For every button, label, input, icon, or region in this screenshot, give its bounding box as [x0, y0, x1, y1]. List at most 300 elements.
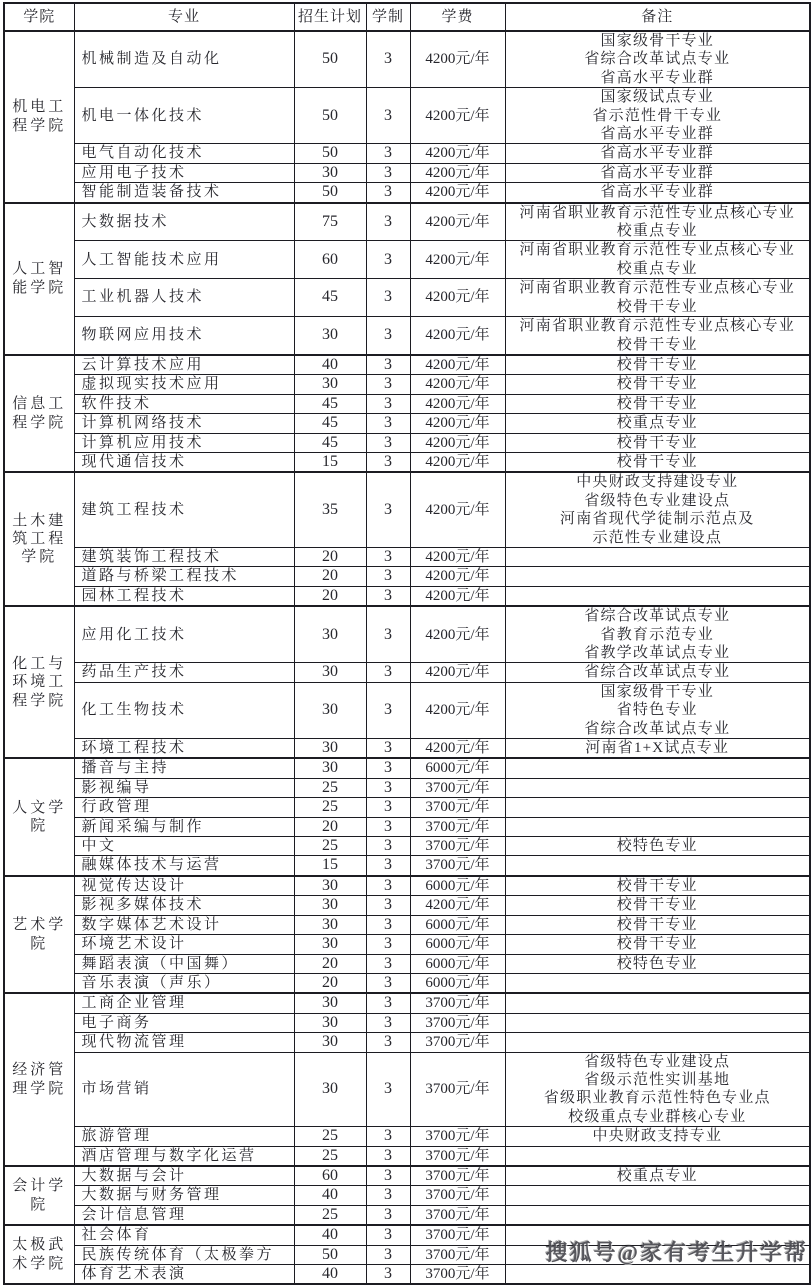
duration-cell: 3: [366, 973, 410, 993]
table-row: [4, 935, 810, 954]
note-cell: [505, 452, 810, 472]
duration-cell: 3: [366, 203, 410, 241]
plan-cell: 30: [294, 993, 366, 1013]
major-cell: 旅游管理: [74, 1127, 294, 1146]
table-row: [4, 1033, 810, 1052]
plan-cell: 20: [294, 954, 366, 973]
table-row: [4, 452, 810, 472]
major-cell: 药品生产技术: [74, 663, 294, 682]
duration-cell: 3: [366, 586, 410, 606]
plan-cell: 45: [294, 433, 366, 452]
fee-cell: 4200元/年: [410, 31, 505, 88]
fee-cell: 3700元/年: [410, 1033, 505, 1052]
college-cell: 经济管理学院: [4, 993, 74, 1166]
note-line: 河南省职业教育示范性专业点核心专业: [519, 242, 795, 259]
fee-cell: 3700元/年: [410, 1166, 505, 1186]
plan-cell: 40: [294, 1225, 366, 1245]
duration-cell: 3: [366, 1033, 410, 1052]
note-cell: [505, 163, 810, 182]
fee-cell: 3700元/年: [410, 1205, 505, 1225]
fee-cell: 6000元/年: [410, 954, 505, 973]
note-line: 校重点专业: [616, 223, 698, 240]
table-row: [4, 394, 810, 413]
duration-cell: 3: [366, 1052, 410, 1127]
table-row: [4, 414, 810, 433]
col-header-tuition: 学费: [410, 3, 505, 31]
table-row: [4, 1225, 810, 1245]
table-row: [4, 606, 810, 663]
duration-cell: 3: [366, 1166, 410, 1186]
major-cell: 建筑装饰工程技术: [74, 547, 294, 566]
major-cell: 软件技术: [74, 394, 294, 413]
table-row: [4, 1186, 810, 1205]
major-cell: 电子商务: [74, 1013, 294, 1032]
note-cell: [505, 1146, 810, 1166]
note-line: 校骨干专业: [616, 336, 698, 353]
note-cell: [505, 1166, 810, 1186]
table-row: [4, 1166, 810, 1186]
fee-cell: 4200元/年: [410, 183, 505, 203]
duration-cell: 3: [366, 993, 410, 1013]
college-group: [4, 876, 810, 993]
plan-cell: 25: [294, 1146, 366, 1166]
table-row: [4, 798, 810, 817]
fee-cell: 4200元/年: [410, 663, 505, 682]
fee-cell: 3700元/年: [410, 1013, 505, 1032]
major-cell: 道路与桥梁工程技术: [74, 567, 294, 586]
major-cell: 物联网应用技术: [74, 317, 294, 355]
fee-cell: 6000元/年: [410, 915, 505, 934]
table-row: [4, 355, 810, 375]
duration-cell: 3: [366, 856, 410, 876]
fee-cell: 3700元/年: [410, 1127, 505, 1146]
note-line: 校重点专业: [616, 415, 698, 432]
fee-cell: 4200元/年: [410, 414, 505, 433]
plan-cell: 30: [294, 758, 366, 778]
note-cell: [505, 663, 810, 682]
note-line: 校骨干专业: [616, 916, 698, 933]
duration-cell: 3: [366, 1013, 410, 1032]
fee-cell: 6000元/年: [410, 758, 505, 778]
note-cell: [505, 414, 810, 433]
table-row: [4, 778, 810, 797]
fee-cell: 4200元/年: [410, 241, 505, 279]
duration-cell: 3: [366, 547, 410, 566]
note-cell: [505, 739, 810, 759]
duration-cell: 3: [366, 472, 410, 547]
note-cell: [505, 758, 810, 778]
plan-cell: 50: [294, 183, 366, 203]
header-row: [4, 3, 810, 31]
plan-cell: 20: [294, 586, 366, 606]
plan-cell: 60: [294, 1166, 366, 1186]
fee-cell: 4200元/年: [410, 163, 505, 182]
plan-cell: 20: [294, 817, 366, 836]
duration-cell: 3: [366, 567, 410, 586]
note-cell: [505, 317, 810, 355]
duration-cell: 3: [366, 798, 410, 817]
college-cell: 艺术学院: [4, 876, 74, 993]
major-cell: 会计信息管理: [74, 1205, 294, 1225]
major-cell: 电气自动化技术: [74, 144, 294, 163]
note-cell: [505, 682, 810, 738]
table-row: [4, 758, 810, 778]
fee-cell: 4200元/年: [410, 452, 505, 472]
duration-cell: 3: [366, 183, 410, 203]
major-cell: 环境工程技术: [74, 739, 294, 759]
note-line: 校骨干专业: [616, 376, 698, 393]
plan-cell: 20: [294, 547, 366, 566]
note-line: 省教学改革试点专业: [584, 645, 731, 661]
table-row: [4, 1052, 810, 1127]
note-line: 河南省职业教育示范性专业点核心专业: [519, 318, 795, 335]
college-group: [4, 355, 810, 472]
note-line: 省高水平专业群: [600, 126, 714, 143]
college-group: [4, 1225, 810, 1284]
table-row: [4, 1205, 810, 1225]
college-cell: 会计学院: [4, 1166, 74, 1225]
note-cell: [505, 1265, 810, 1285]
note-line: 国家级试点专业: [600, 89, 714, 106]
plan-cell: 30: [294, 896, 366, 915]
note-cell: [505, 279, 810, 317]
note-line: 河南省1+X试点专业: [585, 740, 730, 757]
note-cell: [505, 837, 810, 856]
major-cell: 工商企业管理: [74, 993, 294, 1013]
fee-cell: 4200元/年: [410, 567, 505, 586]
note-cell: [505, 856, 810, 876]
plan-cell: 30: [294, 1052, 366, 1127]
duration-cell: 3: [366, 915, 410, 934]
note-cell: [505, 915, 810, 934]
major-cell: 视觉传达设计: [74, 876, 294, 896]
college-group: [4, 1166, 810, 1225]
plan-cell: 30: [294, 739, 366, 759]
note-line: 省高水平专业群: [600, 164, 714, 181]
plan-cell: 50: [294, 1245, 366, 1264]
duration-cell: 3: [366, 355, 410, 375]
major-cell: 中文: [74, 837, 294, 856]
note-line: 校骨干专业: [616, 395, 698, 412]
fee-cell: 4200元/年: [410, 606, 505, 663]
major-cell: 计算机网络技术: [74, 414, 294, 433]
fee-cell: 4200元/年: [410, 394, 505, 413]
duration-cell: 3: [366, 394, 410, 413]
watermark: 搜狐号@家有考生升学帮: [545, 1240, 808, 1265]
admission-table: [3, 2, 811, 1285]
major-cell: 园林工程技术: [74, 586, 294, 606]
note-cell: [505, 1033, 810, 1052]
college-group: [4, 203, 810, 355]
note-cell: [505, 1205, 810, 1225]
major-cell: 融媒体技术与运营: [74, 856, 294, 876]
page: [0, 2, 812, 1282]
note-line: 省级特色专业建设点: [584, 1053, 731, 1070]
fee-cell: 4200元/年: [410, 586, 505, 606]
duration-cell: 3: [366, 1186, 410, 1205]
fee-cell: 4200元/年: [410, 279, 505, 317]
table-row: [4, 375, 810, 394]
college-group: [4, 606, 810, 758]
note-line: 校级重点专业群核心专业: [568, 1108, 747, 1125]
fee-cell: 3700元/年: [410, 856, 505, 876]
fee-cell: 4200元/年: [410, 896, 505, 915]
major-cell: 播音与主持: [74, 758, 294, 778]
table-row: [4, 1265, 810, 1285]
major-cell: 大数据技术: [74, 203, 294, 241]
major-cell: 影视多媒体技术: [74, 896, 294, 915]
fee-cell: 3700元/年: [410, 1245, 505, 1264]
note-cell: [505, 394, 810, 413]
major-cell: 化工生物技术: [74, 682, 294, 738]
plan-cell: 30: [294, 375, 366, 394]
college-cell: 机电工程学院: [4, 31, 74, 203]
duration-cell: 3: [366, 1265, 410, 1285]
note-line: 河南省职业教育示范性专业点核心专业: [519, 280, 795, 297]
major-cell: 机械制造及自动化: [74, 31, 294, 88]
duration-cell: 3: [366, 279, 410, 317]
major-cell: 舞蹈表演（中国舞）: [74, 954, 294, 973]
plan-cell: 20: [294, 973, 366, 993]
table-row: [4, 203, 810, 241]
duration-cell: 3: [366, 1205, 410, 1225]
note-cell: [505, 183, 810, 203]
college-cell: 人工智能学院: [4, 203, 74, 355]
table-row: [4, 993, 810, 1013]
table-row: [4, 433, 810, 452]
duration-cell: 3: [366, 739, 410, 759]
table-row: [4, 144, 810, 163]
note-cell: [505, 355, 810, 375]
fee-cell: 3700元/年: [410, 798, 505, 817]
note-line: 省综合改革试点专业: [584, 608, 731, 625]
note-line: 省级特色专业建设点: [584, 492, 731, 509]
major-cell: 计算机应用技术: [74, 433, 294, 452]
duration-cell: 3: [366, 837, 410, 856]
note-line: 省教育示范专业: [600, 626, 714, 643]
college-cell: 人文学院: [4, 758, 74, 875]
note-cell: [505, 567, 810, 586]
plan-cell: 60: [294, 241, 366, 279]
fee-cell: 4200元/年: [410, 433, 505, 452]
plan-cell: 40: [294, 355, 366, 375]
note-cell: [505, 1052, 810, 1127]
plan-cell: 30: [294, 682, 366, 738]
note-cell: [505, 896, 810, 915]
duration-cell: 3: [366, 682, 410, 738]
duration-cell: 3: [366, 31, 410, 88]
table-row: [4, 1245, 810, 1264]
col-header-major: 专业: [74, 3, 294, 31]
note-line: 省综合改革试点专业: [584, 664, 731, 681]
note-cell: [505, 1186, 810, 1205]
major-cell: 现代物流管理: [74, 1033, 294, 1052]
plan-cell: 25: [294, 1205, 366, 1225]
plan-cell: 25: [294, 1127, 366, 1146]
table-row: [4, 896, 810, 915]
major-cell: 音乐表演（声乐）: [74, 973, 294, 993]
note-cell: [505, 375, 810, 394]
note-line: 省高水平专业群: [600, 145, 714, 162]
fee-cell: 6000元/年: [410, 876, 505, 896]
plan-cell: 45: [294, 279, 366, 317]
note-line: 省级职业教育示范性特色专业点: [543, 1090, 771, 1107]
note-cell: [505, 1245, 810, 1264]
major-cell: 新闻采编与制作: [74, 817, 294, 836]
table-row: [4, 739, 810, 759]
plan-cell: 30: [294, 1033, 366, 1052]
major-cell: 虚拟现实技术应用: [74, 375, 294, 394]
duration-cell: 3: [366, 241, 410, 279]
fee-cell: 4200元/年: [410, 317, 505, 355]
major-cell: 大数据与会计: [74, 1166, 294, 1186]
note-line: 河南省现代学徒制示范点及: [560, 511, 755, 528]
plan-cell: 25: [294, 798, 366, 817]
note-line: 校重点专业: [616, 260, 698, 277]
college-cell: 太极武术学院: [4, 1225, 74, 1284]
major-cell: 智能制造装备技术: [74, 183, 294, 203]
duration-cell: 3: [366, 896, 410, 915]
plan-cell: 30: [294, 915, 366, 934]
note-line: 中央财政支持专业: [592, 1128, 723, 1145]
fee-cell: 3700元/年: [410, 1146, 505, 1166]
table-row: [4, 973, 810, 993]
fee-cell: 3700元/年: [410, 778, 505, 797]
note-line: 校特色专业: [616, 838, 698, 855]
major-cell: 云计算技术应用: [74, 355, 294, 375]
plan-cell: 50: [294, 88, 366, 144]
plan-cell: 35: [294, 472, 366, 547]
major-cell: 工业机器人技术: [74, 279, 294, 317]
table-row: [4, 183, 810, 203]
duration-cell: 3: [366, 758, 410, 778]
col-header-college: 学院: [4, 3, 74, 31]
col-header-notes: 备注: [505, 3, 810, 31]
major-cell: 数字媒体艺术设计: [74, 915, 294, 934]
note-cell: [505, 586, 810, 606]
fee-cell: 4200元/年: [410, 88, 505, 144]
major-cell: 机电一体化技术: [74, 88, 294, 144]
note-cell: [505, 1013, 810, 1032]
note-cell: [505, 547, 810, 566]
plan-cell: 25: [294, 778, 366, 797]
note-line: 校骨干专业: [616, 936, 698, 953]
major-cell: 民族传统体育（太极拳方: [74, 1245, 294, 1264]
plan-cell: 30: [294, 1013, 366, 1032]
table-row: [4, 682, 810, 738]
duration-cell: 3: [366, 935, 410, 954]
note-cell: [505, 1127, 810, 1146]
note-line: 国家级骨干专业: [600, 683, 714, 700]
table-row: [4, 472, 810, 547]
note-line: 校骨干专业: [616, 877, 698, 894]
note-line: 校特色专业: [616, 955, 698, 972]
fee-cell: 3700元/年: [410, 1186, 505, 1205]
note-line: 省特色专业: [616, 702, 698, 719]
note-line: 中央财政支持建设专业: [576, 474, 739, 491]
duration-cell: 3: [366, 817, 410, 836]
major-cell: 市场营销: [74, 1052, 294, 1127]
duration-cell: 3: [366, 1245, 410, 1264]
fee-cell: 4200元/年: [410, 739, 505, 759]
note-line: 校骨干专业: [616, 453, 698, 470]
table-row: [4, 837, 810, 856]
table-row: [4, 876, 810, 896]
plan-cell: 50: [294, 144, 366, 163]
fee-cell: 4200元/年: [410, 547, 505, 566]
major-cell: 人工智能技术应用: [74, 241, 294, 279]
major-cell: 应用电子技术: [74, 163, 294, 182]
plan-cell: 30: [294, 317, 366, 355]
major-cell: 建筑工程技术: [74, 472, 294, 547]
note-cell: [505, 1225, 810, 1245]
college-group: [4, 31, 810, 203]
table-row: [4, 1146, 810, 1166]
note-line: 示范性专业建设点: [592, 529, 723, 546]
duration-cell: 3: [366, 954, 410, 973]
duration-cell: 3: [366, 663, 410, 682]
col-header-plan: 招生计划: [294, 3, 366, 31]
duration-cell: 3: [366, 88, 410, 144]
note-line: 省高水平专业群: [600, 69, 714, 86]
duration-cell: 3: [366, 144, 410, 163]
duration-cell: 3: [366, 414, 410, 433]
major-cell: 大数据与财务管理: [74, 1186, 294, 1205]
note-line: 校骨干专业: [616, 298, 698, 315]
plan-cell: 15: [294, 856, 366, 876]
note-line: 校重点专业: [616, 1167, 698, 1184]
note-line: 校骨干专业: [616, 434, 698, 451]
note-cell: [505, 935, 810, 954]
duration-cell: 3: [366, 606, 410, 663]
note-line: 省示范性骨干专业: [592, 107, 723, 124]
major-cell: 社会体育: [74, 1225, 294, 1245]
plan-cell: 30: [294, 606, 366, 663]
duration-cell: 3: [366, 1127, 410, 1146]
college-group: [4, 993, 810, 1166]
fee-cell: 3700元/年: [410, 993, 505, 1013]
table-row: [4, 856, 810, 876]
plan-cell: 30: [294, 163, 366, 182]
fee-cell: 4200元/年: [410, 472, 505, 547]
note-cell: [505, 241, 810, 279]
note-cell: [505, 778, 810, 797]
table-row: [4, 279, 810, 317]
duration-cell: 3: [366, 452, 410, 472]
note-cell: [505, 88, 810, 144]
table-header: [4, 3, 810, 31]
table-row: [4, 1013, 810, 1032]
college-cell: 信息工程学院: [4, 355, 74, 472]
table-row: [4, 567, 810, 586]
major-cell: 酒店管理与数字化运营: [74, 1146, 294, 1166]
note-cell: [505, 472, 810, 547]
plan-cell: 50: [294, 31, 366, 88]
college-group: [4, 472, 810, 606]
note-line: 校骨干专业: [616, 356, 698, 373]
fee-cell: 3700元/年: [410, 1052, 505, 1127]
col-header-duration: 学制: [366, 3, 410, 31]
table-row: [4, 586, 810, 606]
fee-cell: 3700元/年: [410, 817, 505, 836]
note-cell: [505, 31, 810, 88]
table-row: [4, 88, 810, 144]
duration-cell: 3: [366, 433, 410, 452]
table-row: [4, 1127, 810, 1146]
table-row: [4, 31, 810, 88]
table-row: [4, 317, 810, 355]
major-cell: 行政管理: [74, 798, 294, 817]
